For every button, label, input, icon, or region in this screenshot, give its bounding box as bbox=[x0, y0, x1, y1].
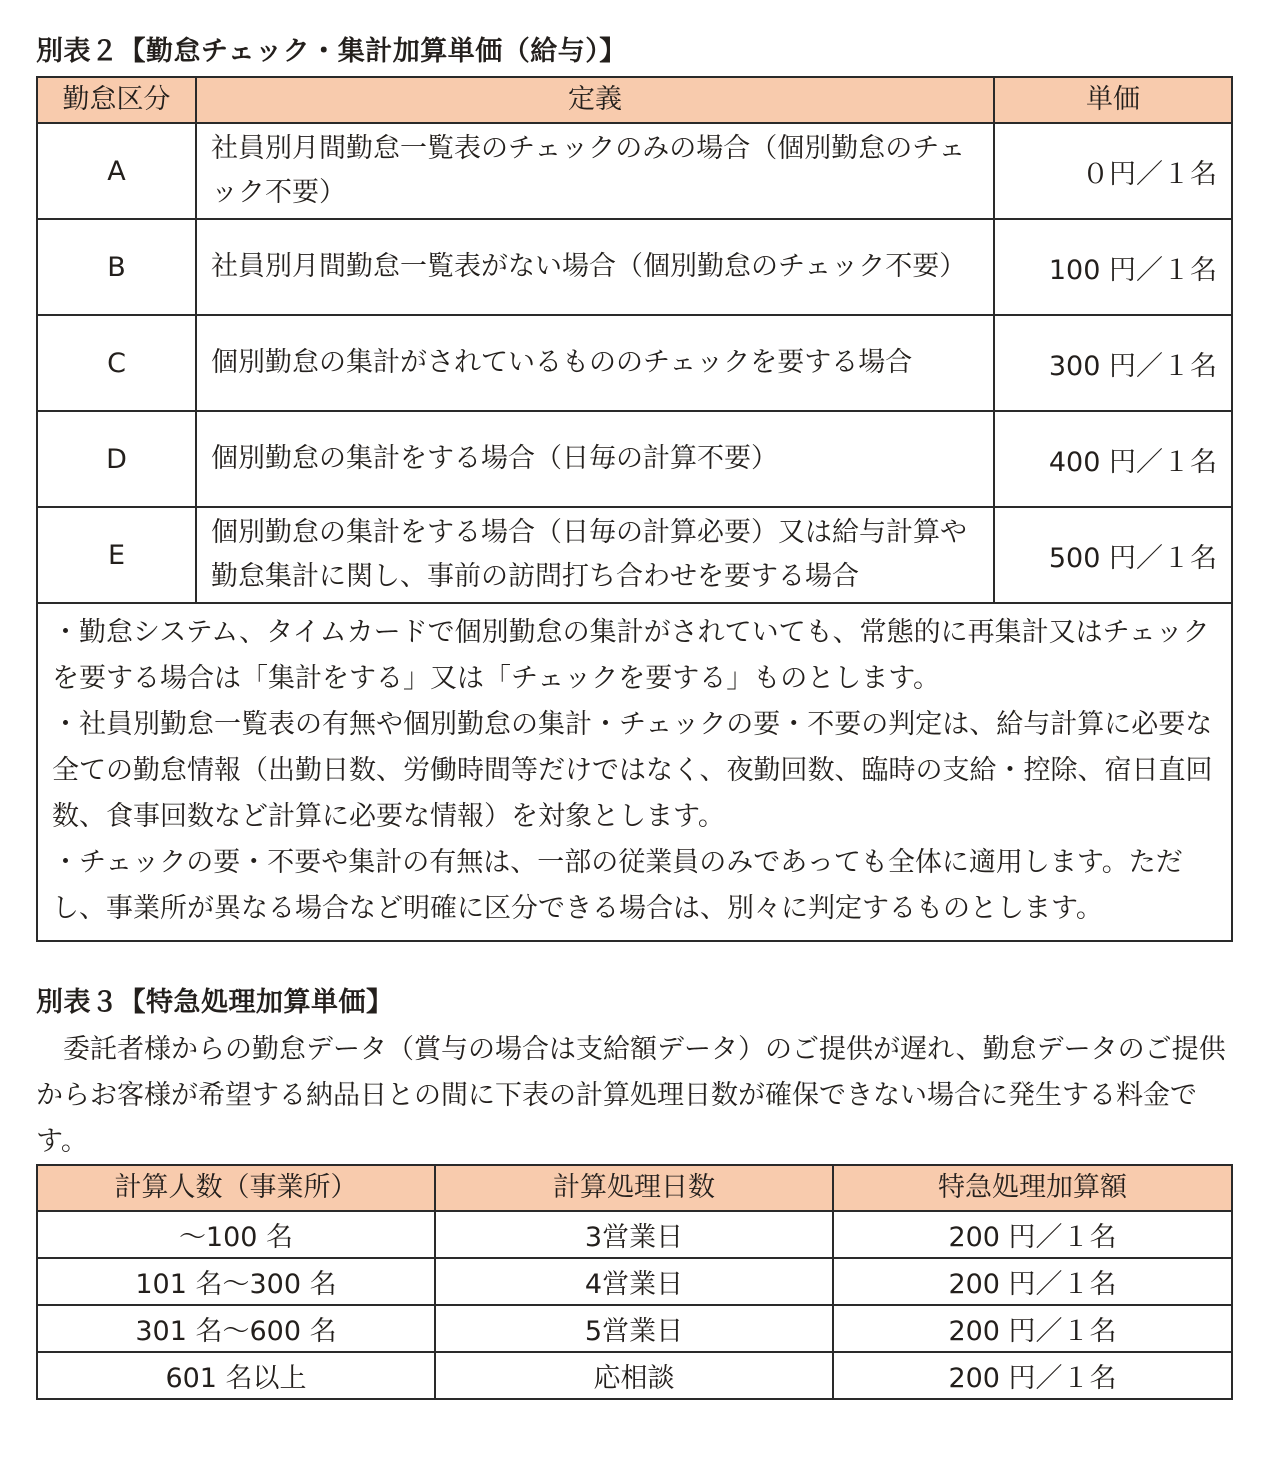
table-row bbox=[37, 123, 1232, 219]
row-days: 4営業日 bbox=[435, 1258, 833, 1305]
table-row bbox=[37, 315, 1232, 411]
row-price: 100 円／１名 bbox=[994, 219, 1232, 315]
row-price: 400 円／１名 bbox=[994, 411, 1232, 507]
row-days: 3営業日 bbox=[435, 1211, 833, 1258]
row-headcount: 301 名～600 名 bbox=[37, 1305, 435, 1352]
row-headcount: 601 名以上 bbox=[37, 1352, 435, 1399]
header-category: 勤怠区分 bbox=[37, 77, 196, 123]
row-definition: 個別勤怠の集計をする場合（日毎の計算不要） bbox=[196, 411, 994, 507]
row-fee: 200 円／１名 bbox=[833, 1305, 1232, 1352]
table-row bbox=[37, 1211, 1232, 1258]
table-row bbox=[37, 1258, 1232, 1305]
table-row bbox=[37, 1352, 1232, 1399]
notes-cell bbox=[37, 603, 1232, 941]
express-fee-table bbox=[36, 1164, 1233, 1400]
header-headcount: 計算人数（事業所） bbox=[37, 1165, 435, 1211]
table3-intro: 委託者様からの勤怠データ（賞与の場合は支給額データ）のご提供が遅れ、勤怠データのご提供からお客様が希望する納品日との間に下表の計算処理日数が確保できない場合に発生する料金です。 bbox=[36, 1034, 1226, 1157]
row-headcount: 101 名～300 名 bbox=[37, 1258, 435, 1305]
attendance-price-table bbox=[36, 76, 1233, 942]
table3-title: 別表３【特急処理加算単価】 bbox=[36, 987, 394, 1018]
table-row bbox=[37, 1305, 1232, 1352]
row-definition: 個別勤怠の集計をする場合（日毎の計算必要）又は給与計算や勤怠集計に関し、事前の訪問打ち合わせを要する場合 bbox=[196, 507, 994, 603]
row-category: B bbox=[37, 219, 196, 315]
table-header-row bbox=[37, 1165, 1232, 1211]
row-category: E bbox=[37, 507, 196, 603]
header-days: 計算処理日数 bbox=[435, 1165, 833, 1211]
table-row bbox=[37, 507, 1232, 603]
row-category: A bbox=[37, 123, 196, 219]
row-fee: 200 円／１名 bbox=[833, 1258, 1232, 1305]
header-fee: 特急処理加算額 bbox=[833, 1165, 1232, 1211]
header-definition: 定義 bbox=[196, 77, 994, 123]
row-definition: 社員別月間勤怠一覧表がない場合（個別勤怠のチェック不要） bbox=[196, 219, 994, 315]
table-row bbox=[37, 219, 1232, 315]
notes-row bbox=[37, 603, 1232, 941]
row-price: 500 円／１名 bbox=[994, 507, 1232, 603]
row-definition: 個別勤怠の集計がされているもののチェックを要する場合 bbox=[196, 315, 994, 411]
note-item: ・社員別勤怠一覧表の有無や個別勤怠の集計・チェックの要・不要の判定は、給与計算に必要な全ての勤怠情報（出勤日数、労働時間等だけではなく、夜勤回数、臨時の支給・控除、宿日直回数、食事回数など計算に必要な情報）を対象とします。 bbox=[52, 709, 1213, 832]
table-header-row bbox=[37, 77, 1232, 123]
table2-title: 別表２【勤怠チェック・集計加算単価（給与）】 bbox=[36, 36, 627, 67]
row-price: 300 円／１名 bbox=[994, 315, 1232, 411]
table-row bbox=[37, 411, 1232, 507]
row-days: 5営業日 bbox=[435, 1305, 833, 1352]
row-days: 応相談 bbox=[435, 1352, 833, 1399]
row-category: C bbox=[37, 315, 196, 411]
note-item: ・勤怠システム、タイムカードで個別勤怠の集計がされていても、常態的に再集計又はチェックを要する場合は「集計をする」又は「チェックを要する」ものとします。 bbox=[52, 617, 1210, 694]
row-price: ０円／１名 bbox=[994, 123, 1232, 219]
row-definition: 社員別月間勤怠一覧表のチェックのみの場合（個別勤怠のチェック不要） bbox=[196, 123, 994, 219]
row-fee: 200 円／１名 bbox=[833, 1211, 1232, 1258]
row-fee: 200 円／１名 bbox=[833, 1352, 1232, 1399]
row-headcount: ～100 名 bbox=[37, 1211, 435, 1258]
row-category: D bbox=[37, 411, 196, 507]
header-price: 単価 bbox=[994, 77, 1232, 123]
note-item: ・チェックの要・不要や集計の有無は、一部の従業員のみであっても全体に適用します。ただし、事業所が異なる場合など明確に区分できる場合は、別々に判定するものとします。 bbox=[52, 847, 1183, 924]
